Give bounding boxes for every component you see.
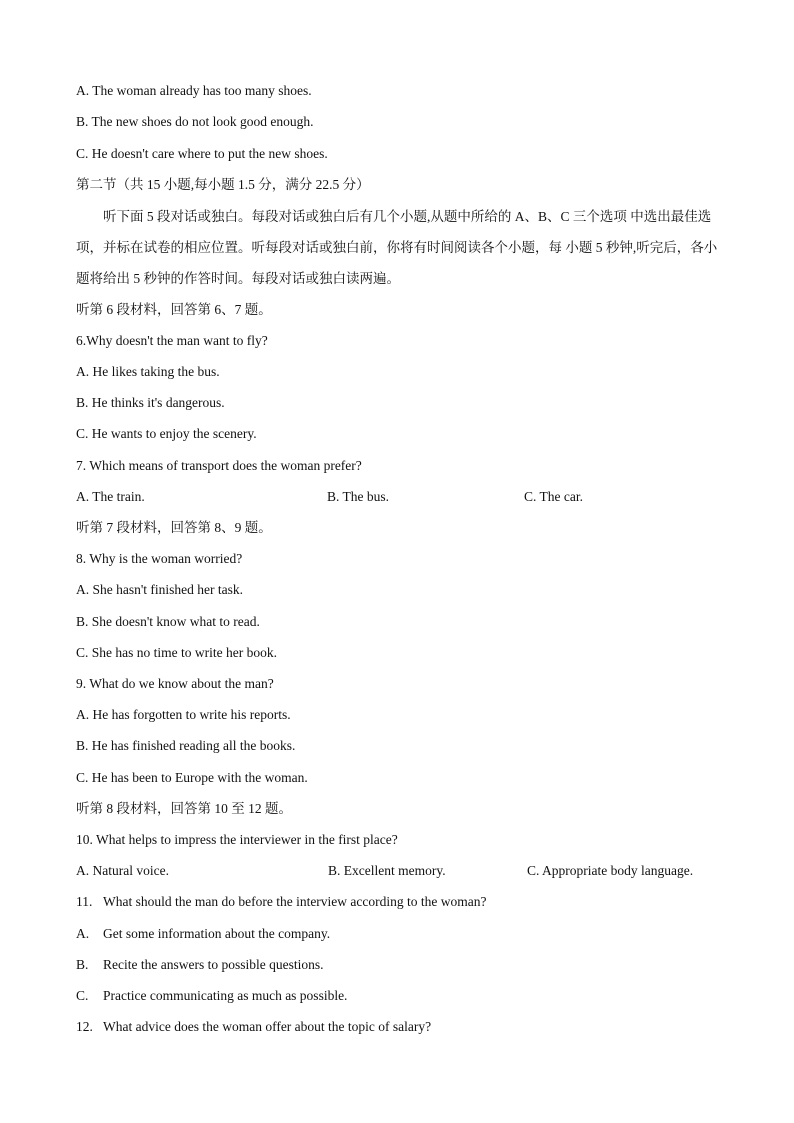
q11-option-c xyxy=(76,987,347,1005)
q11-option-b-text: Recite the answers to possible questions. xyxy=(103,957,324,972)
passage6-intro: 听第 6 段材料，回答第 6、7 题。 xyxy=(76,302,272,317)
q9-option-b: B. He has finished reading all the books. xyxy=(76,738,296,753)
q10-option-b: B. Excellent memory. xyxy=(328,863,446,878)
option-c-shoes: C. He doesn't care where to put the new shoes. xyxy=(76,146,328,161)
q9-option-a: A. He has forgotten to write his reports. xyxy=(76,707,291,722)
question-12 xyxy=(76,1018,431,1036)
question-6: 6.Why doesn't the man want to fly? xyxy=(76,333,268,348)
q7-option-b: B. The bus. xyxy=(327,489,390,504)
question-8: 8. Why is the woman worried? xyxy=(76,551,243,566)
q10-option-c: C. Appropriate body language. xyxy=(527,863,694,878)
question-11 xyxy=(76,893,487,911)
q6-option-b: B. He thinks it's dangerous. xyxy=(76,395,225,410)
q11-option-a-text: Get some information about the company. xyxy=(103,926,331,941)
passage7-intro: 听第 7 段材料，回答第 8、9 题。 xyxy=(76,520,272,535)
passage8-intro: 听第 8 段材料，回答第 10 至 12 题。 xyxy=(76,801,292,816)
q8-option-b: B. She doesn't know what to read. xyxy=(76,614,260,629)
option-b-shoes: B. The new shoes do not look good enough. xyxy=(76,114,314,129)
q6-option-c: C. He wants to enjoy the scenery. xyxy=(76,426,257,441)
q8-option-a: A. She hasn't finished her task. xyxy=(76,582,244,597)
q11-option-b xyxy=(76,956,323,974)
question-10: 10. What helps to impress the interviewer in the first place? xyxy=(76,832,398,847)
question-11-number: 11. xyxy=(76,894,93,909)
option-a-shoes: A. The woman already has too many shoes. xyxy=(76,83,312,98)
q7-option-c: C. The car. xyxy=(524,489,583,504)
q7-option-a: A. The train. xyxy=(76,489,145,504)
question-7: 7. Which means of transport does the woman prefer? xyxy=(76,458,362,473)
q11-option-b-letter: B. xyxy=(76,957,89,972)
q11-option-a-letter: A. xyxy=(76,926,90,941)
q10-option-a: A. Natural voice. xyxy=(76,863,169,878)
q11-option-c-text: Practice communicating as much as possible. xyxy=(103,988,348,1003)
question-12-number: 12. xyxy=(76,1019,93,1034)
q11-option-a xyxy=(76,925,330,943)
question-11-text: What should the man do before the interview according to the woman? xyxy=(103,894,487,909)
section2-instructions: 听下面 5 段对话或独白。每段对话或独白后有几个小题,从题中所给的 A、B、C 三个选项 中选出最佳选项，并标在试卷的相应位置。听每段对话或独白前，你将有时间阅读各个小题，每 小题 5 秒钟,听完后，各小题将给出 5 秒钟的作答时间。每段对话或独白读两遍。 xyxy=(76,209,718,286)
section2-heading: 第二节（共 15 小题,每小题 1.5 分，满分 22.5 分） xyxy=(76,177,370,192)
q9-option-c: C. He has been to Europe with the woman. xyxy=(76,770,308,785)
question-12-text: What advice does the woman offer about the topic of salary? xyxy=(103,1019,432,1034)
q11-option-c-letter: C. xyxy=(76,988,89,1003)
q8-option-c: C. She has no time to write her book. xyxy=(76,645,277,660)
question-9: 9. What do we know about the man? xyxy=(76,676,274,691)
q6-option-a: A. He likes taking the bus. xyxy=(76,364,220,379)
